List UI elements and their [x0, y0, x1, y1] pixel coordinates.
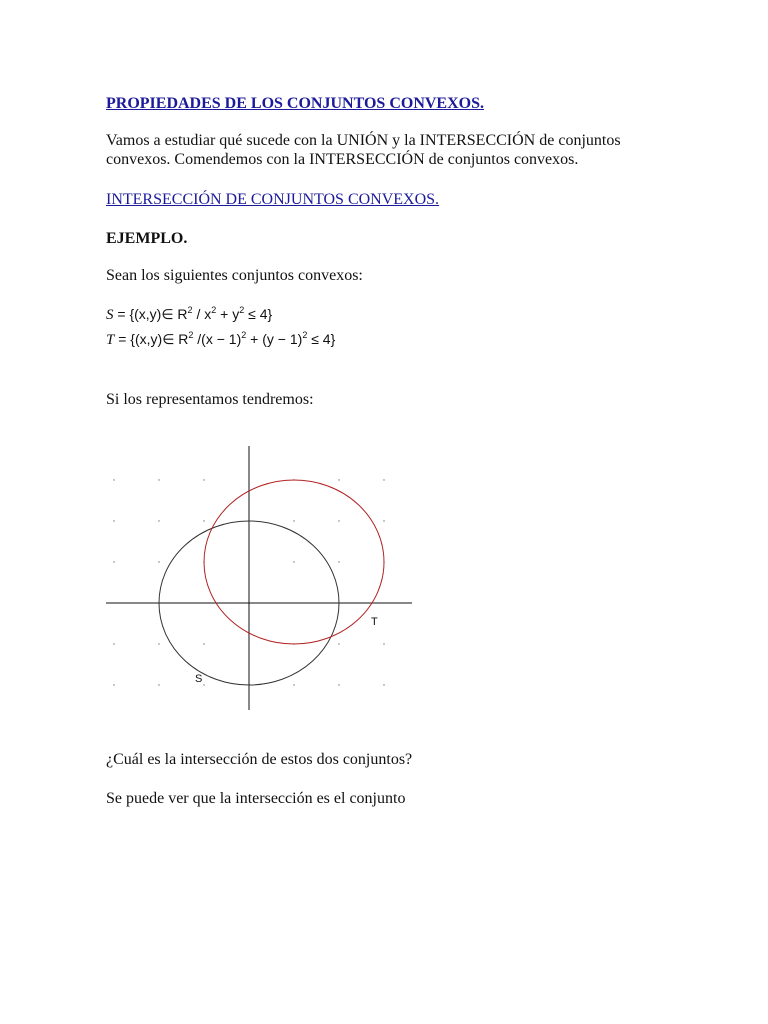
grid-dot — [383, 520, 384, 521]
label-s: S — [195, 673, 203, 685]
grid-dot — [113, 643, 114, 644]
grid-dot — [293, 520, 294, 521]
sets-intro-text: Sean los siguientes conjuntos convexos: — [106, 267, 363, 284]
grid-dot — [383, 479, 384, 480]
intro-line-1: Vamos a estudiar qué sucede con la UNIÓN y la INTERSECCIÓN de conjuntos — [106, 132, 621, 149]
grid-dot — [338, 561, 339, 562]
grid-dot — [113, 561, 114, 562]
grid-dot — [338, 643, 339, 644]
grid-dot — [158, 520, 159, 521]
set-t-name: T — [106, 332, 115, 348]
set-s-name: S — [106, 307, 114, 323]
formula-t: T = {(x,y)∈ $R^2$ $/(x - 1)^2 + (y - 1)^2 \le 4$} — [106, 330, 336, 348]
grid-dot — [113, 520, 114, 521]
sets-graph — [100, 440, 420, 715]
grid-dot — [293, 561, 294, 562]
grid-dot — [158, 561, 159, 562]
represent-text: Si los representamos tendremos: — [106, 391, 314, 408]
grid-dot — [338, 479, 339, 480]
grid-dot — [203, 479, 204, 480]
grid-dot — [293, 684, 294, 685]
grid-dot — [203, 520, 204, 521]
grid-dot — [383, 684, 384, 685]
formula-s: S = {(x,y)∈ $R^2 / x^2 + y^2 \le 4$} — [106, 305, 273, 323]
grid-dot — [203, 643, 204, 644]
grid-dot — [158, 643, 159, 644]
grid-dot — [338, 684, 339, 685]
example-label: EJEMPLO. — [106, 230, 188, 247]
grid-dot — [158, 684, 159, 685]
heading-link[interactable]: PROPIEDADES DE LOS CONJUNTOS CONVEXOS. — [106, 95, 484, 112]
label-t: T — [371, 616, 378, 628]
grid-dot — [383, 643, 384, 644]
intro-line-2: convexos. Comendemos con la INTERSECCIÓN de conjuntos convexos. — [106, 151, 579, 168]
section-title-link[interactable]: INTERSECCIÓN DE CONJUNTOS CONVEXOS. — [106, 191, 440, 208]
grid-dot — [158, 479, 159, 480]
grid-dot — [113, 684, 114, 685]
question-text: ¿Cuál es la intersección de estos dos conjuntos? — [106, 751, 413, 768]
answer-text: Se puede ver que la intersección es el conjunto — [106, 790, 406, 807]
grid-dot — [338, 520, 339, 521]
grid-dot — [113, 479, 114, 480]
grid-dot — [203, 684, 204, 685]
